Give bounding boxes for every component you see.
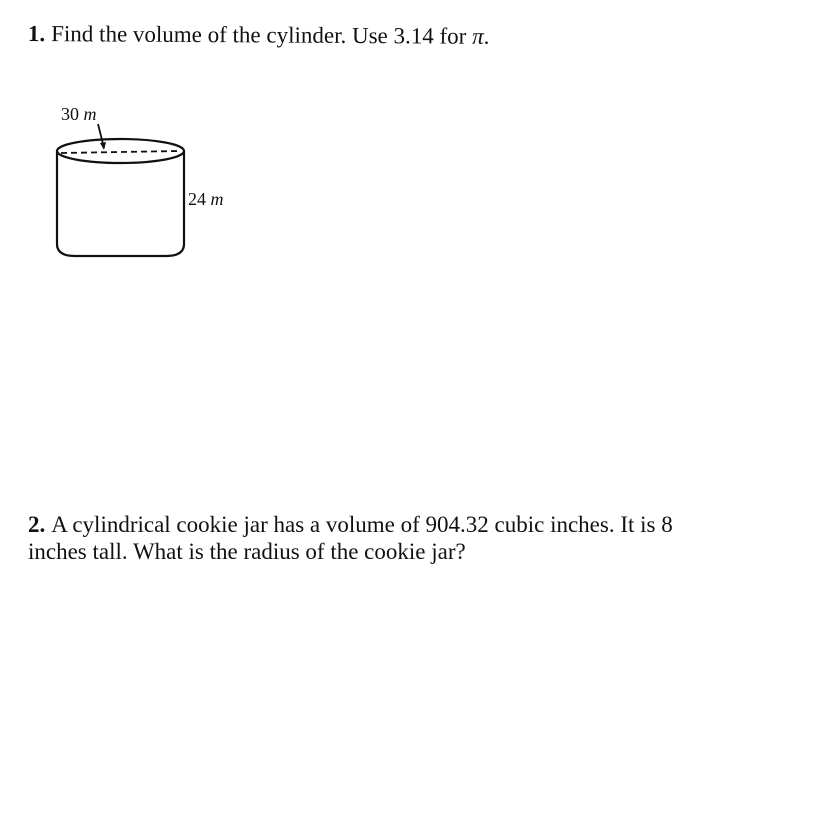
problem-2-number: 2.: [28, 512, 46, 537]
problem-1-number: 1.: [27, 20, 46, 47]
radius-label: [61, 104, 97, 124]
height-unit: m: [210, 189, 224, 209]
problem-1-end: .: [483, 23, 490, 49]
pi-symbol: π: [472, 23, 484, 49]
cylinder-base: [57, 244, 184, 256]
problem-2: [28, 511, 728, 565]
problem-2-text: A cylindrical cookie jar has a volume of 904.32 cubic inches. It is 8 inches tall. What is the radius of the cookie jar?: [28, 512, 673, 564]
diameter-line: [61, 151, 180, 153]
radius-value: 30: [61, 104, 79, 124]
radius-unit: m: [83, 104, 97, 124]
problem-1-text: Find the volume of the cylinder. Use 3.14 for: [51, 21, 473, 49]
cylinder-figure: [40, 96, 260, 276]
height-label: [188, 189, 224, 209]
problem-1: [28, 20, 490, 50]
leader-arrowhead: [100, 142, 106, 150]
height-value: 24: [188, 189, 206, 209]
